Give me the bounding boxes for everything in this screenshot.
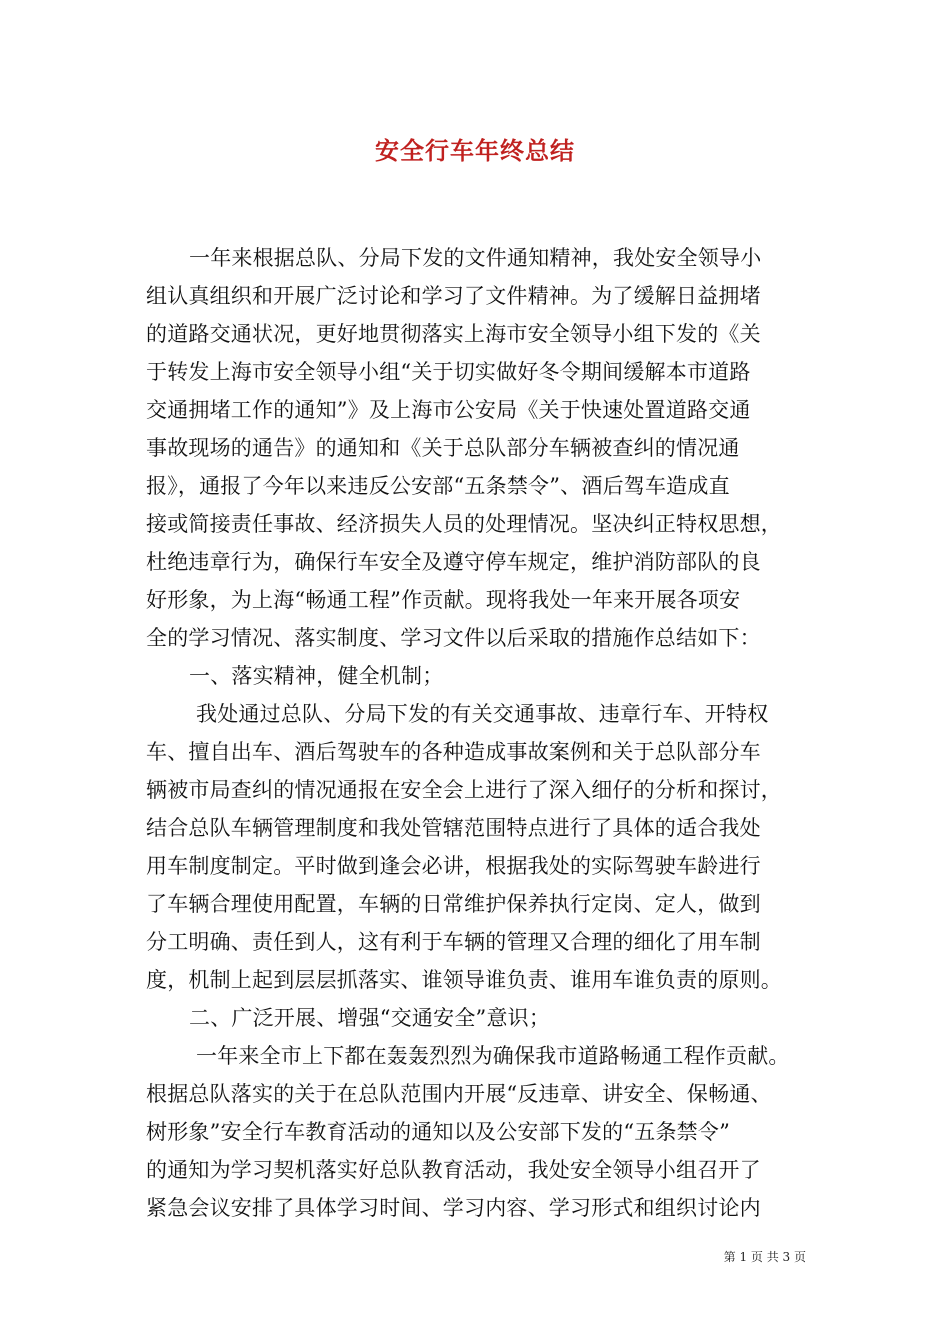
body-line: 一年来根据总队、分局下发的文件通知精神，我处安全领导小 — [189, 246, 762, 270]
body-line: 度，机制上起到层层抓落实、谁领导谁负责、谁用车谁负责的原则。 — [146, 968, 782, 992]
body-line: 事故现场的通告》的通知和《关于总队部分车辆被查纠的情况通 — [146, 436, 740, 460]
body-line: 交通拥堵工作的通知”》及上海市公安局《关于快速处置道路交通 — [146, 398, 751, 422]
body-line: 结合总队车辆管理制度和我处管辖范围特点进行了具体的适合我处 — [146, 816, 761, 840]
body-line: 分工明确、责任到人，这有利于车辆的管理又合理的细化了用车制 — [146, 930, 761, 954]
body-line: 好形象，为上海“畅通工程”作贡献。现将我处一年来开展各项安 — [146, 588, 741, 612]
body-line: 了车辆合理使用配置，车辆的日常维护保养执行定岗、定人，做到 — [146, 892, 761, 916]
body-line: 辆被市局查纠的情况通报在安全会上进行了深入细仔的分析和探讨， — [146, 778, 782, 802]
body-line: 我处通过总队、分局下发的有关交通事故、违章行车、开特权 — [196, 702, 769, 726]
body-line: 树形象”安全行车教育活动的通知以及公安部下发的“五条禁令” — [146, 1120, 731, 1144]
body-line: 的通知为学习契机落实好总队教育活动，我处安全领导小组召开了 — [146, 1158, 761, 1182]
body-line: 杜绝违章行为，确保行车安全及遵守停车规定，维护消防部队的良 — [146, 550, 761, 574]
body-line: 于转发上海市安全领导小组“关于切实做好冬令期间缓解本市道路 — [146, 360, 751, 384]
page-number: 第 1 页 共 3 页 — [723, 1250, 806, 1264]
body-line: 紧急会议安排了具体学习时间、学习内容、学习形式和组织讨论内 — [146, 1196, 761, 1220]
body-line: 组认真组织和开展广泛讨论和学习了文件精神。为了缓解日益拥堵 — [146, 284, 761, 308]
body-line: 用车制度制定。平时做到逢会必讲，根据我处的实际驾驶车龄进行 — [146, 854, 761, 878]
body-line: 全的学习情况、落实制度、学习文件以后采取的措施作总结如下： — [146, 626, 761, 650]
section-heading: 二、广泛开展、增强“交通安全”意识； — [189, 1006, 551, 1030]
body-line: 的道路交通状况，更好地贯彻落实上海市安全领导小组下发的《关 — [146, 322, 761, 346]
body-line: 接或简接责任事故、经济损失人员的处理情况。坚决纠正特权思想， — [146, 512, 782, 536]
body-line: 车、擅自出车、酒后驾驶车的各种造成事故案例和关于总队部分车 — [146, 740, 761, 764]
body-line: 一年来全市上下都在轰轰烈烈为确保我市道路畅通工程作贡献。 — [196, 1044, 790, 1068]
body-line: 报》，通报了今年以来违反公安部“五条禁令”、酒后驾车造成直 — [146, 474, 730, 498]
body-line: 根据总队落实的关于在总队范围内开展“反违章、讲安全、保畅通、 — [146, 1082, 772, 1106]
section-heading: 一、落实精神，健全机制； — [189, 664, 444, 688]
document-title: 安全行车年终总结 — [375, 136, 575, 165]
